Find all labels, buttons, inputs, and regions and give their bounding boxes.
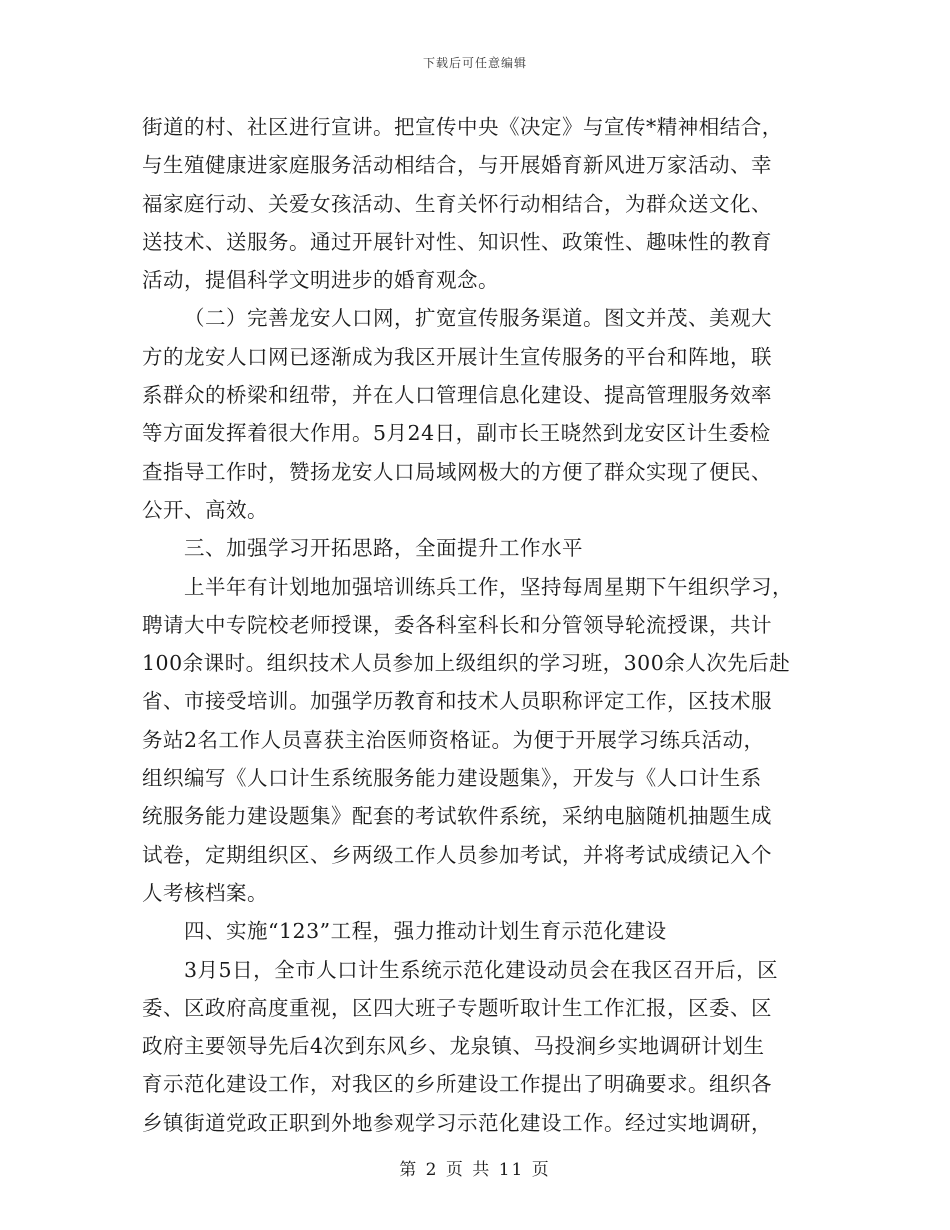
text-line: 方的龙安人口网已逐渐成为我区开展计生宣传服务的平台和阵地，联 [142, 344, 772, 369]
text-line: 乡镇街道党政正职到外地参观学习示范化建设工作。经过实地调研， [142, 1110, 772, 1135]
text-line: 街道的村、社区进行宣讲。把宣传中央《决定》与宣传*精神相结合， [142, 115, 783, 139]
text-line: 查指导工作时，赞扬龙安人口局域网极大的方便了群众实现了便民、 [142, 459, 772, 484]
text-line: 聘请大中专院校老师授课，委各科室科长和分管领导轮流授课，共计 [142, 612, 772, 637]
text-line: 统服务能力建设题集》配套的考试软件系统，采纳电脑随机抽题生成 [142, 804, 772, 829]
paragraph-start-line: 3月5日，全市人口计生系统示范化建设动员会在我区召开后，区 [184, 957, 779, 982]
text-line: 组织编写《人口计生系统服务能力建设题集》，开发与《人口计生系 [142, 766, 762, 791]
text-line: 100余课时。组织技术人员参加上级组织的学习班，300余人次先后赴 [142, 651, 791, 676]
text-line: 送技术、送服务。通过开展针对性、知识性、政策性、趣味性的教育 [142, 229, 772, 254]
page-footer: 第 2 页 共 11 页 [399, 1160, 551, 1180]
text-line: 务站2名工作人员喜获主治医师资格证。为便于开展学习练兵活动， [142, 727, 765, 752]
text-line: 活动，提倡科学文明进步的婚育观念。 [142, 268, 499, 293]
section-heading: 三、加强学习开拓思路，全面提升工作水平 [184, 536, 583, 561]
text-line: 省、市接受培训。加强学历教育和技术人员职称评定工作，区技术服 [142, 689, 772, 714]
body-text [142, 108, 814, 1142]
text-line: 系群众的桥梁和纽带，并在人口管理信息化建设、提高管理服务效率 [142, 383, 772, 408]
section-heading: 四、实施“123”工程，强力推动计划生育示范化建设 [184, 919, 667, 944]
text-line: 试卷，定期组织区、乡两级工作人员参加考试，并将考试成绩记入个 [142, 842, 772, 867]
paragraph-start-line: （二）完善龙安人口网，扩宽宣传服务渠道。图文并茂、美观大 [184, 306, 772, 331]
text-line: 政府主要领导先后4次到东风乡、龙泉镇、马投涧乡实地调研计划生 [142, 1034, 765, 1059]
text-line: 公开、高效。 [142, 497, 268, 522]
text-line: 育示范化建设工作，对我区的乡所建设工作提出了明确要求。组织各 [142, 1072, 772, 1097]
text-line: 等方面发挥着很大作用。5月24日，副市长王晓然到龙安区计生委检 [142, 421, 771, 446]
page-header: 下载后可任意编辑 [422, 56, 527, 70]
text-line: 福家庭行动、关爱女孩活动、生育关怀行动相结合，为群众送文化、 [142, 191, 772, 216]
paragraph-start-line: 上半年有计划地加强培训练兵工作，坚持每周星期下午组织学习， [184, 574, 793, 599]
text-line: 人考核档案。 [142, 880, 268, 905]
text-line: 与生殖健康进家庭服务活动相结合，与开展婚育新风进万家活动、幸 [142, 153, 772, 178]
text-line: 委、区政府高度重视，区四大班子专题听取计生工作汇报，区委、区 [142, 995, 772, 1020]
